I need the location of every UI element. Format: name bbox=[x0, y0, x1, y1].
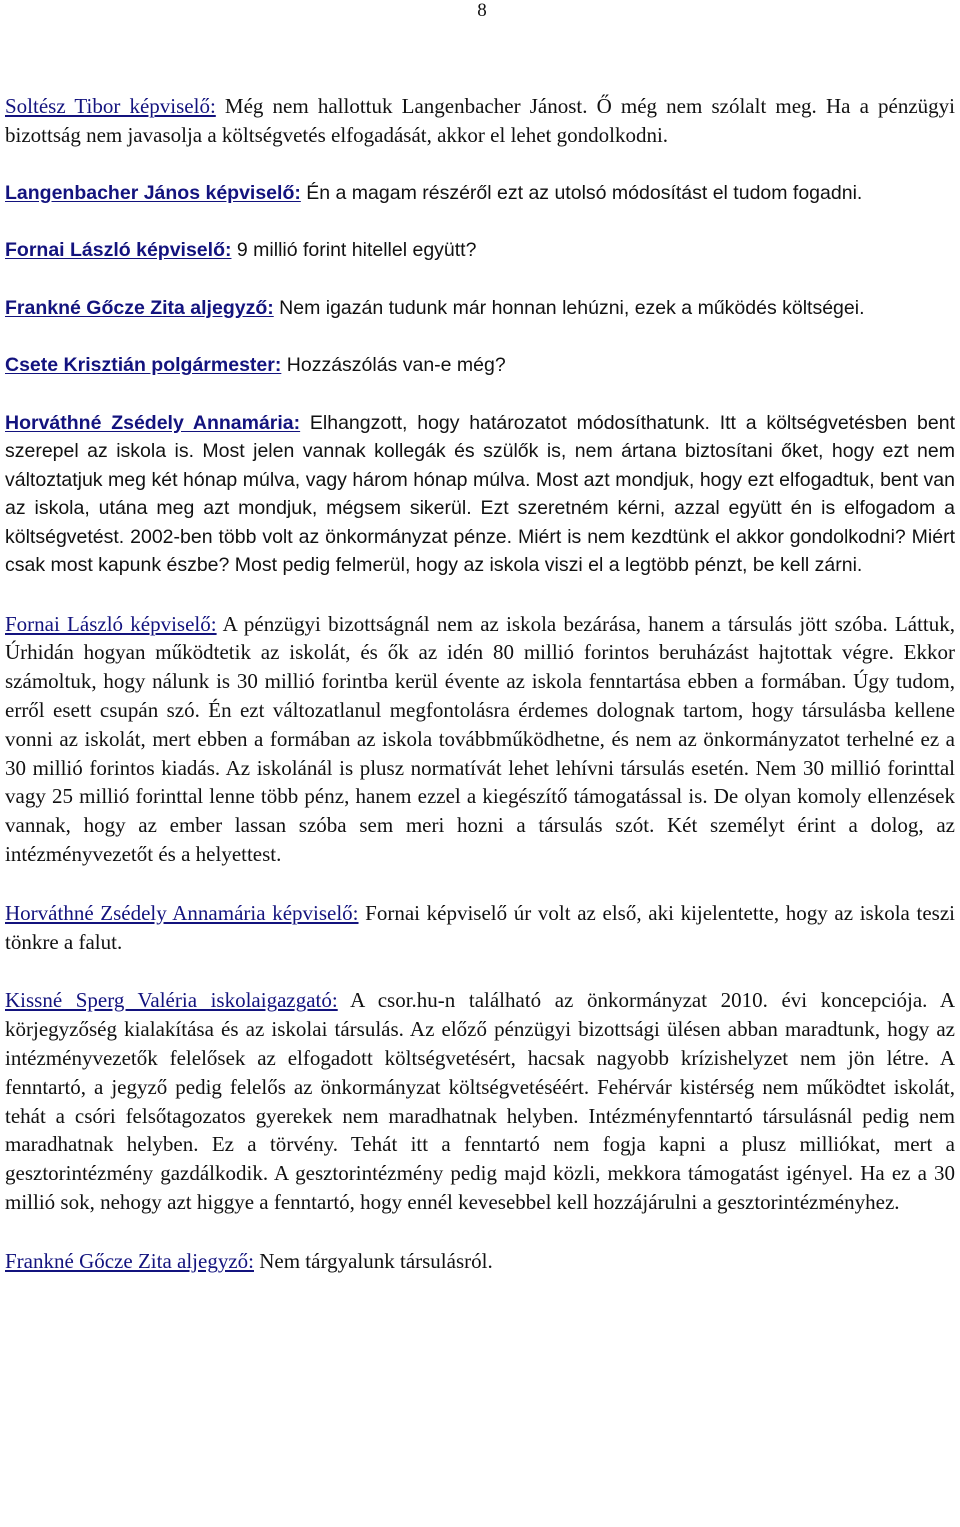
paragraph-horvathne-2 bbox=[5, 899, 955, 957]
speaker-label: Frankné Gőcze Zita aljegyző: bbox=[5, 296, 274, 319]
page-number: 8 bbox=[477, 0, 487, 21]
paragraph-text: Hozzászólás van-e még? bbox=[281, 354, 506, 377]
paragraph-soltesz bbox=[5, 92, 955, 150]
paragraph-text: Elhangzott, hogy határozatot módosíthatunk. Itt a költségvetésben bent szerepel az iskola is. Most jelen vannak kollegák és szülők is, nem ártana biztosítani őket, hogy ezt nem változtatjuk meg két hónap múlva, vagy három hónap múlva. Most azt mondjuk, hogy ezt elfogadtuk, bent van az iskola, utána meg azt mondjuk, mégsem sikerül. Ezt szeretném kérni, azzal együtt én is elfogadom a költségvetést. 2002-ben több volt az önkormányzat pénze. Miért is nem kezdtünk el akkor gondolkodni? Miért csak most kapunk észbe? Most pedig felmerül, hogy az iskola viszi el a legtöbb pénzt, be kell zárni. bbox=[5, 411, 955, 577]
speaker-label: Fornai László képviselő: bbox=[5, 239, 232, 262]
paragraph-csete bbox=[5, 351, 955, 380]
paragraph-horvathne-1 bbox=[5, 409, 955, 580]
speaker-label: Horváthné Zsédely Annamária: bbox=[5, 411, 301, 434]
speaker-label: Kissné Sperg Valéria iskolaigazgató: bbox=[5, 988, 338, 1013]
speaker-label: Soltész Tibor képviselő: bbox=[5, 94, 216, 118]
paragraph-text: A pénzügyi bizottságnál nem az iskola bezárása, hanem a társulás jött szóba. Láttuk, Úrhidán hogyan működtetik az iskolát, és ők az idén 80 millió forintos beruházást hajtottak végre. Ekkor számoltuk, hogy nálunk is 30 millió forintba kerül évente az iskola fenntartása ebben a formában. Úgy tudom, erről esett csupán szó. Én ezt változatlanul megfontolásra érdemes dolognak tartom, hogy társulásba kellene vonni az iskolát, mert ebben a formában az iskola továbbműködhetne, és nem az önkormányzatot terhelné ez a 30 millió forintos kiadás. Az iskolánál is plusz normatívát lehet lehívni társulás esetén. Nem 30 millió forinttal vagy 25 millió forinttal lenne több pénz, hanem ezzel a kiegészítő támogatással is. De olyan komoly ellenzések vannak, hogy az ember lassan szóba sem meri hozni a társulás szót. Két személyt érint a dolog, az intézményvezetőt és a helyettest. bbox=[5, 611, 955, 866]
paragraph-fornai-long bbox=[5, 610, 955, 869]
speaker-label: Horváthné Zsédely Annamária képviselő: bbox=[5, 900, 359, 925]
speaker-label: Csete Krisztián polgármester: bbox=[5, 354, 282, 377]
paragraph-text: A csor.hu-n található az önkormányzat 2010. évi koncepciója. A körjegyzőség kialakítása és az iskolai társulás. Az előző pénzügyi bizottsági ülésen abban maradtunk, hogy az intézményvezetők felelősek az elfogadott költségvetésért, hacsak nagyobb krízishelyzet nem jön létre. A fenntartó, a jegyző pedig felelős az önkormányzat költségvetéséért. Fehérvár kistérség nem működtet iskolát, tehát a csóri felsőtagozatos gyerekek nem maradhatnak helyben. Intézményfenntartó társulásnál pedig nem maradhatnak helyben. Ez a törvény. Tehát itt a fenntartó nem fogja kapni a plusz milliókat, mert a gesztorintézmény gazdálkodik. A gesztorintézmény pedig majd közli, mekkora támogatást igényel. Ha ez a 30 millió sok, nehogy azt higgye a fenntartó, hogy ennél kevesebbel kell hozzájárulni a gesztorintézményhez. bbox=[5, 988, 955, 1214]
paragraph-langenbacher bbox=[5, 179, 955, 208]
paragraph-frankne-2 bbox=[5, 1247, 955, 1276]
paragraph-text: Még nem hallottuk Langenbacher Jánost. Ő még nem szólalt meg. Ha a pénzügyi bizottság nem javasolja a költségvetés elfogadását, akkor el lehet gondolkodni. bbox=[5, 94, 955, 147]
paragraph-text: 9 millió forint hitellel együtt? bbox=[231, 239, 477, 262]
paragraph-text: Én a magam részéről ezt az utolsó módosítást el tudom fogadni. bbox=[300, 181, 863, 204]
paragraph-text: Nem tárgyalunk társulásról. bbox=[253, 1248, 493, 1273]
speaker-label: Langenbacher János képviselő: bbox=[5, 181, 301, 204]
paragraph-text: Fornai képviselő úr volt az első, aki kijelentette, hogy az iskola teszi tönkre a falut. bbox=[5, 900, 955, 954]
speaker-label: Fornai László képviselő: bbox=[5, 611, 217, 636]
speaker-label: Frankné Gőcze Zita aljegyző: bbox=[5, 1248, 254, 1273]
paragraph-fornai-short bbox=[5, 236, 955, 265]
paragraph-text: Nem igazán tudunk már honnan lehúzni, ezek a működés költségei. bbox=[273, 296, 865, 319]
paragraph-kissne bbox=[5, 986, 955, 1216]
paragraph-frankne-1 bbox=[5, 294, 955, 323]
